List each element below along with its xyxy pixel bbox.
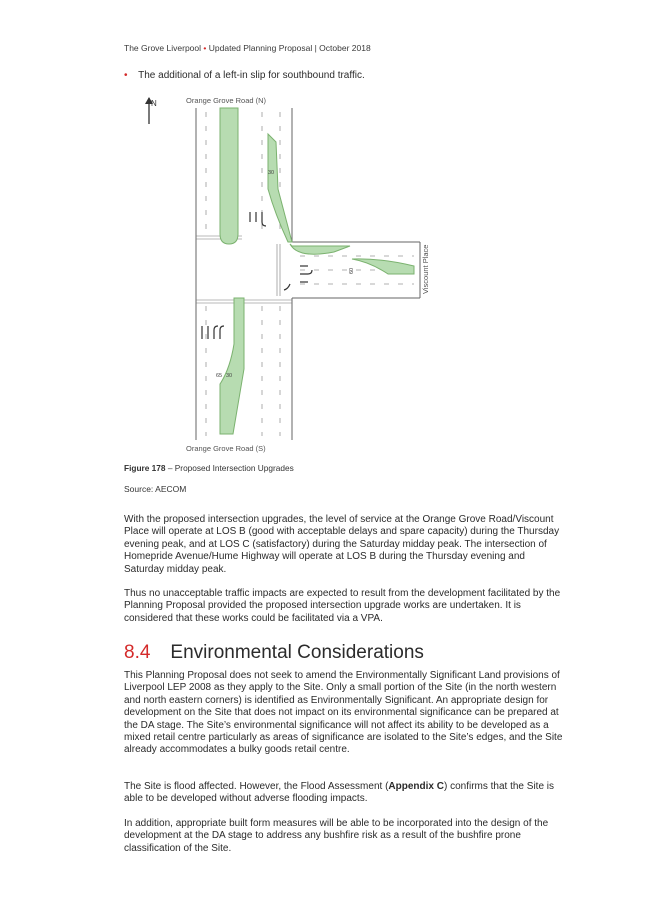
paragraph-bushfire: In addition, appropriate built form measures will be able to be incorporated into the design of the development at the DA stage to address any bushfire risk as a result of the bushfire prone classification of the Site. <box>124 818 549 854</box>
flood-text-start: The Site is flood affected. However, the Flood Assessment ( <box>124 781 389 792</box>
intersection-diagram <box>138 94 438 459</box>
header-separator: • <box>203 43 207 53</box>
bullet-marker: • <box>124 70 128 81</box>
caption-text: Proposed Intersection Upgrades <box>174 463 294 473</box>
caption-number: Figure 178 <box>124 463 166 473</box>
road-label-north: Orange Grove Road (N) <box>186 96 267 105</box>
section-number: 8.4 <box>124 642 151 663</box>
marking-4: 30 <box>226 373 233 379</box>
marking-3: 65 <box>216 373 223 379</box>
paragraph-flood <box>124 781 564 806</box>
section-heading <box>124 642 424 664</box>
page-header <box>124 43 371 53</box>
marking-2: 60 <box>349 267 355 274</box>
road-label-south: Orange Grove Road (S) <box>186 444 266 453</box>
bullet-item <box>124 70 365 81</box>
pedestrian-crossings <box>196 236 292 303</box>
figure-source: Source: AECOM <box>124 484 187 494</box>
figure-caption <box>124 463 294 473</box>
paragraph-environmental: This Planning Proposal does not seek to amend the Environmentally Significant Land provisions of Liverpool LEP 2008 as they apply to the Site. Only a small portion of the Site (in the north western and north eastern corners) is identified as Environmentally Significant. An appropriate design for development on the Site that does not impact on its environmental significance can be prepared at the DA stage. The Site’s environmental significance will not affect its ability to be developed as a mixed retail centre particularly as areas of significance are isolated to the Site’s edges, and the Site already accommodates a bulky goods retail centre. <box>124 670 563 756</box>
flood-text-end: ) confirms that the Site is able to be developed without adverse flooding impacts. <box>124 781 555 805</box>
appendix-reference: Appendix C <box>388 781 444 792</box>
intersection-figure <box>138 94 438 459</box>
header-subtitle: Updated Planning Proposal | October 2018 <box>208 43 371 53</box>
turn-arrows <box>202 212 312 339</box>
section-title: Environmental Considerations <box>170 642 424 663</box>
caption-dash: – <box>167 463 173 473</box>
side-street-label: Viscount Place <box>421 244 430 294</box>
header-doc-title: The Grove Liverpool <box>124 43 202 53</box>
paragraph-los: With the proposed intersection upgrades, the level of service at the Orange Grove Road/Viscount Place will operate at LOS B (good with acceptable delays and spare capacity) during the Thursday evening peak, and at LOS C (satisfactory) during the Saturday midday peak. The intersection of Homepride Avenue/Hume Highway will operate at LOS B during the Thursday evening and Saturday midday peak. <box>124 514 560 575</box>
north-label: N <box>151 99 157 108</box>
bullet-text: The additional of a left-in slip for southbound traffic. <box>138 70 365 81</box>
paragraph-traffic-impacts: Thus no unacceptable traffic impacts are expected to result from the development facilitated by the Planning Proposal provided the proposed intersection upgrade works are undertaken. It is considered that these works could be facilitated via a VPA. <box>124 588 561 624</box>
marking-1: 30 <box>268 170 275 176</box>
north-arrow-icon <box>145 97 157 124</box>
median-islands <box>220 108 414 434</box>
